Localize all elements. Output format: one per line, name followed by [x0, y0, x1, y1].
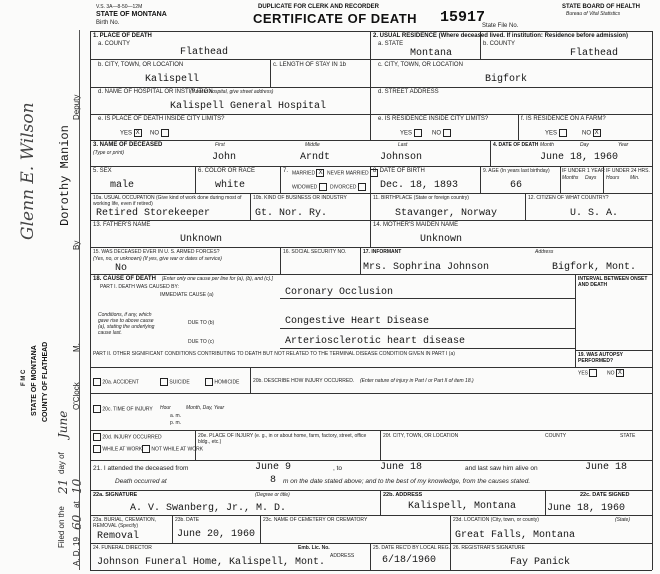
- informant-label: 17. INFORMANT: [363, 249, 402, 255]
- last-name-value: Johnson: [380, 152, 423, 163]
- cause-note: [Enter only one cause per line for (a), (b), and (c).]: [162, 276, 273, 282]
- describe-injury-note: (Enter nature of injury in Part I or Part II of item 18.): [360, 378, 474, 384]
- hospital-label: d. NAME OF HOSPITAL OR INSTITUTION: [98, 89, 213, 95]
- cause-label: 18. CAUSE OF DEATH: [93, 276, 156, 282]
- form-number: V.S. 3A—8-50—12M: [96, 4, 143, 10]
- date-signed-value: June 18, 1960: [547, 503, 626, 514]
- funeral-director-label: 24. FUNERAL DIRECTOR: [93, 545, 152, 551]
- funeral-address-label: ADDRESS: [330, 553, 355, 559]
- residence-county-label: b. COUNTY: [483, 41, 516, 47]
- sidebar-year: 60: [70, 514, 84, 530]
- marital-label: 7.: [283, 168, 289, 174]
- residence-state-value: Montana: [410, 48, 453, 59]
- informant-address-label: Address: [535, 249, 554, 255]
- registrar-value: Fay Panick: [510, 557, 571, 568]
- race-value: white: [215, 180, 246, 191]
- married-checkbox[interactable]: X: [318, 170, 323, 176]
- while-at-work-option[interactable]: WHILE AT WORK: [93, 445, 142, 453]
- dod-day-label: Day: [580, 142, 589, 148]
- occupation-value: Retired Storekeeper: [96, 208, 211, 219]
- time-of-injury-option[interactable]: 20c. TIME OF INJURY: [93, 405, 153, 413]
- death-city-no[interactable]: NO: [150, 129, 169, 138]
- burial-value: Removal: [97, 531, 140, 542]
- father-label: 13. FATHER'S NAME: [93, 222, 151, 228]
- divorced-option[interactable]: DIVORCED: [330, 183, 366, 191]
- sidebar-filed-on: Filed on the: [57, 506, 66, 548]
- death-occurred-label: Death occurred at: [115, 478, 167, 485]
- physician-address-value: Kalispell, Montana: [408, 501, 517, 512]
- widowed-checkbox[interactable]: [319, 183, 327, 191]
- burial-date-label: 23b. DATE: [175, 517, 200, 523]
- mdy-label: Month, Day, Year: [186, 405, 225, 411]
- autopsy-yes[interactable]: YES: [578, 369, 597, 377]
- first-name-value: John: [212, 152, 237, 163]
- injury-occurred-option[interactable]: 20d. INJURY OCCURRED: [93, 433, 162, 441]
- attended-from-value: June 9: [255, 462, 292, 473]
- age-value: 66: [510, 180, 523, 191]
- residence-county-value: Flathead: [570, 48, 619, 59]
- injury-state-label: STATE: [620, 433, 636, 439]
- occupation-label: 10a. USUAL OCCUPATION (Give kind of work done during most of working life, even if retired): [93, 195, 242, 207]
- age-label: 9. AGE (In years last birthday): [483, 168, 550, 174]
- signature-label: 22a. SIGNATURE: [93, 492, 138, 498]
- sidebar-signature: Glenn E. Wilson: [18, 102, 38, 240]
- date-of-death-label: 4. DATE OF DEATH: [493, 142, 539, 148]
- sidebar-oclock: O'Clock: [72, 382, 81, 410]
- date-received-label: 25. DATE REC'D BY LOCAL REG.: [373, 545, 450, 551]
- injury-city-label: 20f. CITY, TOWN, OR LOCATION: [383, 433, 459, 439]
- physician-address-label: 22b. ADDRESS: [383, 492, 423, 498]
- dob-value: Dec. 18, 1893: [380, 180, 459, 191]
- accident-option[interactable]: 20a. ACCIDENT: [93, 378, 139, 386]
- autopsy-label: 19. WAS AUTOPSY PERFORMED?: [578, 352, 623, 364]
- under-1-year-label: IF UNDER 1 YEAR: [562, 168, 605, 174]
- suicide-option[interactable]: SUICIDE: [160, 378, 190, 386]
- first-label: First: [215, 142, 225, 148]
- days-label: Days: [585, 175, 597, 181]
- residence-city-label: c. CITY, TOWN, OR LOCATION: [378, 62, 463, 68]
- hours-label: Hours: [606, 175, 620, 181]
- interval-label: INTERVAL BETWEEN ONSET AND DEATH: [578, 276, 648, 288]
- not-at-work-option[interactable]: NOT WHILE AT WORK: [142, 445, 203, 453]
- mother-label: 14. MOTHER'S MAIDEN NAME: [373, 222, 459, 228]
- business-value: Gt. Nor. Ry.: [255, 208, 328, 219]
- county-label: a. COUNTY: [98, 41, 131, 47]
- death-occurred-rest: m on the date stated above; and to the best of my knowledge, from the causes stated.: [283, 478, 531, 485]
- usual-residence-label: 2. USUAL RESIDENCE (Where deceased lived. If institution: Residence before admission): [373, 33, 628, 39]
- pm-label: p. m.: [170, 420, 182, 426]
- attended-to-value: June 18: [380, 462, 423, 473]
- burial-date-value: June 20, 1960: [177, 529, 256, 540]
- hour-label: Hour: [160, 405, 171, 411]
- death-city-yes-checkbox[interactable]: X: [135, 130, 140, 136]
- time-of-injury-checkbox[interactable]: [93, 405, 101, 413]
- ssn-label: 16. SOCIAL SECURITY NO.: [283, 249, 347, 255]
- middle-name-value: Arndt: [300, 152, 331, 163]
- accident-checkbox[interactable]: [93, 378, 101, 386]
- cause-c-value: Arteriosclerotic heart disease: [285, 336, 466, 347]
- date-received-value: 6/18/1960: [382, 555, 437, 566]
- name-label: 3. NAME OF DECEASED: [93, 142, 163, 148]
- res-city-no-checkbox[interactable]: [443, 129, 451, 137]
- injury-occurred-checkbox[interactable]: [93, 433, 101, 441]
- place-of-injury-label: 20e. PLACE OF INJURY (e. g., in or about home, farm, factory, street, office bldg., etc.): [198, 433, 367, 445]
- due-to-b-label: DUE TO (b): [188, 320, 215, 326]
- res-city-yes[interactable]: YES: [400, 129, 422, 138]
- citizen-label: 12. CITIZEN OF WHAT COUNTRY?: [528, 195, 609, 201]
- sidebar-by: By: [72, 240, 81, 250]
- sidebar-ad: A. D. 19: [72, 537, 81, 566]
- race-label: 6. COLOR OR RACE: [198, 168, 256, 174]
- burial-label: 23a. BURIAL, CREMATION, REMOVAL (Specify): [93, 517, 156, 529]
- informant-address-value: Bigfork, Mont.: [552, 262, 637, 273]
- hospital-value: Kalispell General Hospital: [170, 101, 327, 112]
- autopsy-no[interactable]: NO X: [607, 370, 622, 377]
- cause-b-value: Congestive Heart Disease: [285, 316, 430, 327]
- residence-inside-city-label: e. IS RESIDENCE INSIDE CITY LIMITS?: [378, 116, 489, 122]
- conditions-note: Conditions, if any, which gave rise to above cause (a), stating the underlying cause last.: [98, 312, 155, 336]
- father-value: Unknown: [180, 234, 223, 245]
- under-24-hrs-label: IF UNDER 24 HRS.: [606, 168, 650, 174]
- birthplace-label: 11. BIRTHPLACE (State or foreign country): [373, 195, 469, 201]
- divorced-checkbox[interactable]: [358, 183, 366, 191]
- homicide-option[interactable]: HOMICIDE: [205, 378, 239, 386]
- farm-yes[interactable]: YES: [545, 129, 567, 138]
- death-city-no-checkbox[interactable]: [161, 129, 169, 137]
- dob-label: 8. DATE OF BIRTH: [373, 168, 425, 174]
- sidebar-m: M.: [72, 343, 81, 352]
- death-time-value: 8: [270, 475, 277, 486]
- hospital-note: (If not in hospital, give street address): [190, 89, 274, 95]
- residence-city-value: Bigfork: [485, 74, 528, 85]
- sidebar-fmc: F M C: [21, 369, 27, 386]
- emb-lic-label: Emb. Lic. No.: [298, 545, 330, 551]
- city-label: b. CITY, TOWN, OR LOCATION: [98, 62, 184, 68]
- registrar-label: 26. REGISTRAR'S SIGNATURE: [453, 545, 525, 551]
- armed-forces-value: No: [115, 263, 128, 274]
- res-city-no[interactable]: NO: [432, 129, 451, 138]
- duplicate-label: DUPLICATE FOR CLERK AND RECORDER: [258, 4, 379, 10]
- sidebar-month: June: [56, 410, 70, 438]
- certificate-title: CERTIFICATE OF DEATH: [253, 11, 418, 26]
- header-state: STATE OF MONTANA: [96, 11, 167, 18]
- part1-label: PART I. DEATH WAS CAUSED BY:: [100, 284, 179, 290]
- cause-a-value: Coronary Occlusion: [285, 287, 394, 298]
- autopsy-no-checkbox[interactable]: X: [617, 370, 622, 376]
- last-saw-label: and last saw him alive on: [465, 465, 538, 472]
- immediate-cause-label: IMMEDIATE CAUSE (a): [160, 292, 214, 298]
- dod-month-label: Month: [540, 142, 554, 148]
- physician-signature-value: A. V. Swanberg, Jr., M. D.: [130, 503, 287, 514]
- res-city-yes-checkbox[interactable]: [414, 129, 422, 137]
- while-at-work-checkbox[interactable]: [93, 445, 101, 453]
- middle-label: Middle: [305, 142, 320, 148]
- citizen-value: U. S. A.: [570, 208, 619, 219]
- sidebar-day-of: day of: [57, 452, 66, 474]
- location-state-label: (State): [615, 517, 631, 523]
- sidebar-deputy: Deputy: [72, 94, 81, 120]
- length-of-stay-label: c. LENGTH OF STAY IN 1b: [273, 62, 347, 68]
- last-saw-value: June 18: [585, 462, 628, 473]
- sidebar-at: at: [72, 501, 81, 508]
- never-married-option[interactable]: NEVER MARRIED: [327, 169, 378, 177]
- place-city-value: Kalispell: [145, 74, 200, 85]
- last-label: Last: [398, 142, 408, 148]
- dod-year-label: Year: [618, 142, 629, 148]
- attended-label: 21. I attended the deceased from: [93, 465, 189, 472]
- autopsy-yes-checkbox[interactable]: [589, 369, 597, 377]
- injury-county-label: COUNTY: [545, 433, 567, 439]
- describe-injury-label: 20b. DESCRIBE HOW INJURY OCCURRED.: [253, 378, 355, 384]
- farm-no-checkbox[interactable]: X: [594, 130, 599, 136]
- sidebar-county: COUNTY OF FLATHEAD: [42, 341, 49, 422]
- suicide-checkbox[interactable]: [160, 378, 168, 386]
- location-value: Great Falls, Montana: [455, 530, 576, 541]
- mother-value: Unknown: [420, 234, 463, 245]
- farm-label: f. IS RESIDENCE ON A FARM?: [521, 116, 606, 122]
- date-signed-label: 22c. DATE SIGNED: [580, 492, 630, 498]
- place-county-value: Flathead: [180, 47, 229, 58]
- street-address-label: d. STREET ADDRESS: [378, 89, 439, 95]
- sidebar-state: STATE OF MONTANA: [31, 345, 38, 416]
- business-label: 10b. KIND OF BUSINESS OR INDUSTRY: [253, 195, 347, 201]
- married-option[interactable]: MARRIED X: [292, 170, 323, 177]
- sidebar-time: 10: [70, 478, 84, 494]
- armed-forces-note: (Yes, no, or unknown) (If yes, give war or dates of service): [93, 256, 222, 262]
- board-label: STATE BOARD OF HEALTH: [562, 4, 640, 10]
- am-label: a. m.: [170, 413, 182, 419]
- not-at-work-checkbox[interactable]: [142, 445, 150, 453]
- birth-no-label: Birth No.: [96, 20, 120, 26]
- date-of-death-value: June 18, 1960: [540, 152, 619, 163]
- sidebar-day: 21: [56, 478, 70, 494]
- months-label: Months: [562, 175, 579, 181]
- funeral-director-value: Johnson Funeral Home, Kalispell, Mont.: [97, 557, 326, 568]
- attended-to-label: , to: [333, 465, 343, 472]
- birthplace-value: Stavanger, Norway: [395, 208, 498, 219]
- farm-yes-checkbox[interactable]: [559, 129, 567, 137]
- place-of-death-label: 1. PLACE OF DEATH: [93, 33, 152, 39]
- certificate-number: 15917: [440, 9, 486, 26]
- cemetery-label: 23c. NAME OF CEMETERY OR CREMATORY: [263, 517, 368, 523]
- location-label: 23d. LOCATION (City, town, or county): [453, 517, 539, 523]
- state-file-no-label: State File No.: [482, 23, 519, 29]
- inside-city-label: e. IS PLACE OF DEATH INSIDE CITY LIMITS?: [98, 116, 225, 122]
- sidebar-deputy-name: Dorothy Manion: [58, 125, 72, 226]
- widowed-option[interactable]: WIDOWED: [292, 183, 327, 191]
- informant-name-value: Mrs. Sophrina Johnson: [363, 262, 490, 273]
- farm-no[interactable]: NO X: [582, 130, 599, 137]
- residence-state-label: a. STATE: [378, 41, 404, 47]
- due-to-c-label: DUE TO (c): [188, 339, 214, 345]
- bureau-label: Bureau of Vital Statistics: [566, 11, 621, 17]
- part2-label: PART II. OTHER SIGNIFICANT CONDITIONS CONTRIBUTING TO DEATH BUT NOT RELATED TO THE TERMINAL DISEASE CONDITION GIVEN IN PART I (a): [93, 351, 455, 357]
- death-city-yes[interactable]: YES X: [120, 130, 140, 137]
- homicide-checkbox[interactable]: [205, 378, 213, 386]
- name-note: (Type or print): [93, 150, 125, 156]
- sex-label: 5. SEX: [93, 168, 112, 174]
- armed-forces-label: 15. WAS DECEASED EVER IN U. S. ARMED FORCES?: [93, 249, 220, 255]
- sex-value: male: [110, 180, 135, 191]
- min-label: Min.: [630, 175, 640, 181]
- degree-label: (Degree or title): [255, 492, 290, 498]
